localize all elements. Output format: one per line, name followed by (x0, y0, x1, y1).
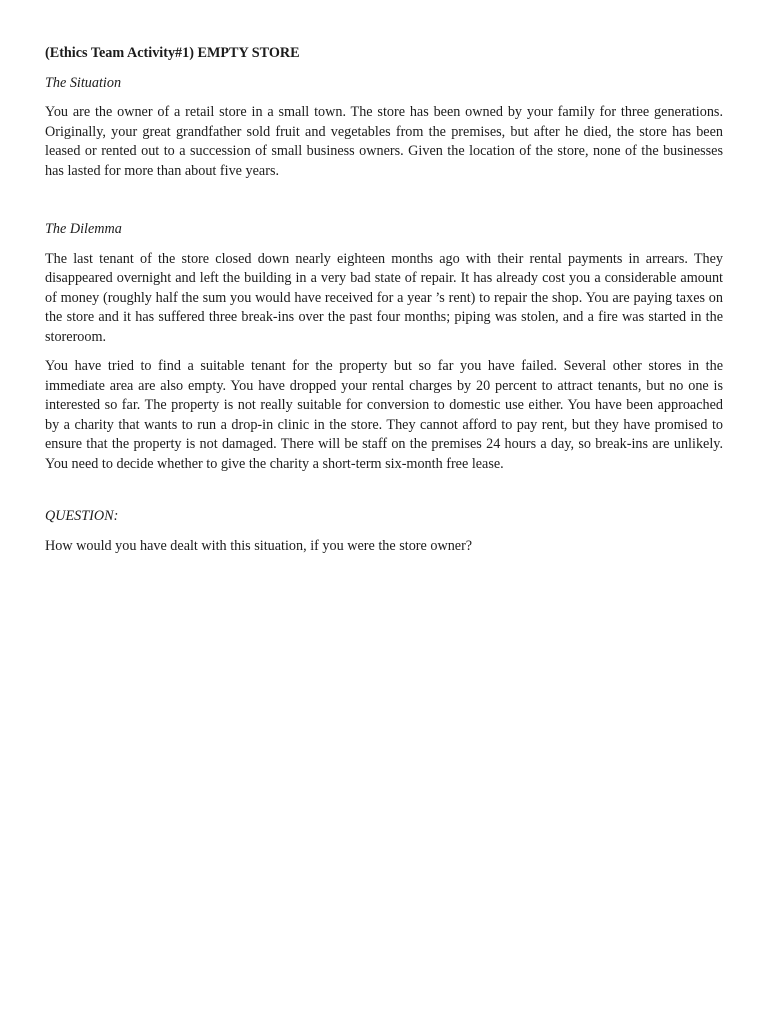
section-spacer (45, 191, 723, 220)
dilemma-paragraph-1: The last tenant of the store closed down nearly eighteen months ago with their rental payments in arrears. They disappeared overnight and left the building in a very bad state of repair. It has already cost you a considerable amount of money (roughly half the sum you would have received for a year ’s rent) to repair the shop. You are paying taxes on the store and it has suffered three break-ins over the past four months; piping was stolen, and a fire was started in the storeroom. (45, 250, 723, 345)
situation-paragraph: You are the owner of a retail store in a small town. The store has been owned by your family for three generations. Originally, your great grandfather sold fruit and vegetables from the premises, but after he died, the store has been leased or rented out to a succession of small business owners. Given the location of the store, none of the businesses has lasted for more than about five years. (45, 104, 723, 179)
section-heading-dilemma: The Dilemma (45, 221, 122, 237)
section-heading-situation: The Situation (45, 74, 122, 91)
document-page (45, 44, 723, 566)
section-spacer (45, 484, 723, 507)
document-title: (Ethics Team Activity#1) EMPTY STORE (45, 45, 300, 61)
dilemma-paragraph-2: You have tried to find a suitable tenant for the property but so far you have failed. Several other stores in the immediate area are also empty. You have dropped your rental charges by 20 percent to attract tenants, but no one is interested so far. The property is not really suitable for conversion to domestic use either. You have been approached by a charity that wants to run a drop-in clinic in the store. They cannot afford to pay rent, but they have promised to ensure that the property is not damaged. There will be staff on the premises 24 hours a day, so break-ins are unlikely. You need to decide whether to give the charity a short-term six-month free lease. (45, 358, 723, 472)
question-paragraph: How would you have dealt with this situation, if you were the store owner? (45, 537, 473, 554)
section-heading-question: QUESTION: (45, 508, 119, 524)
